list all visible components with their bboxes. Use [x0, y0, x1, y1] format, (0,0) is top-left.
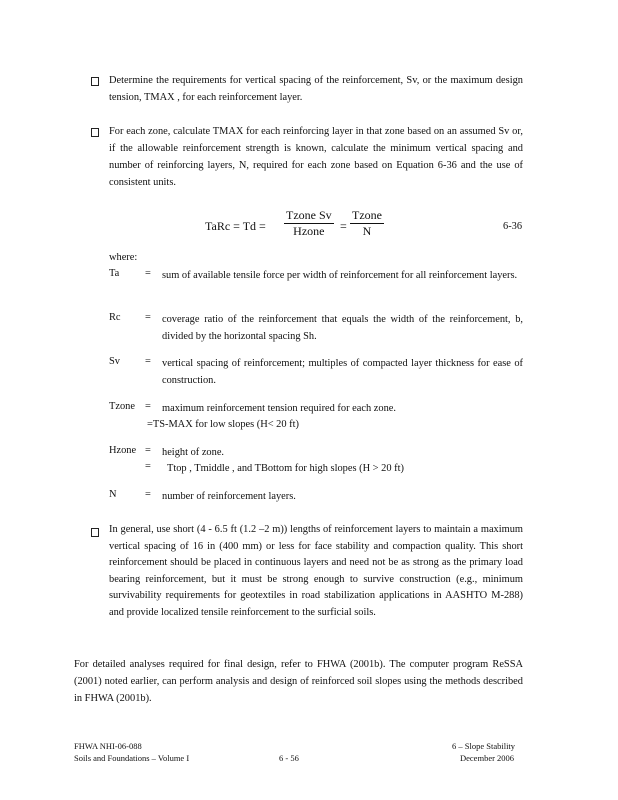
footer-page-number: 6 - 56: [279, 753, 299, 763]
def-text-sv: vertical spacing of reinforcement; multiples of compacted layer thickness for ease of construction.: [162, 358, 523, 386]
bullet-marker-1: [91, 77, 99, 86]
def-equals-hzone: =: [145, 445, 151, 456]
def-text-hzone-line2: Ttop , Tmiddle , and TBottom for high slopes (H > 20 ft): [167, 463, 404, 474]
def-text-ta: sum of available tensile force per width of reinforcement for all reinforcement layers.: [162, 270, 518, 281]
fraction-2-denominator: N: [362, 224, 372, 238]
equation-fraction-1: [284, 208, 334, 239]
footer-left-line1: FHWA NHI-06-088: [74, 741, 142, 751]
equation-fraction-2: [350, 208, 384, 239]
def-equals-tzone: =: [145, 401, 151, 412]
equation-equals-2: =: [340, 219, 347, 233]
def-equals-hzone-line2: =: [145, 461, 151, 472]
equation-number: 6-36: [503, 221, 523, 232]
def-equals-sv: =: [145, 356, 151, 367]
def-text-hzone: height of zone.: [162, 447, 225, 458]
def-symbol-rc: Rc: [109, 312, 121, 323]
fraction-1-numerator: Tzone Sv: [286, 208, 332, 222]
def-equals-n: =: [145, 489, 151, 500]
def-symbol-ta: Ta: [109, 268, 120, 279]
fraction-1-denominator: Hzone: [293, 224, 325, 238]
closing-paragraph: For detailed analyses required for final design, refer to FHWA (2001b). The computer program ReSSA (2001) noted earlier, can perform analysis and design of reinforced soil slopes using the methods described in FHWA (2001b).: [74, 659, 523, 704]
fraction-2-numerator: Tzone: [352, 208, 382, 222]
def-symbol-hzone: Hzone: [109, 445, 137, 456]
def-text-tzone-line2: =TS-MAX for low slopes (H< 20 ft): [147, 419, 299, 430]
def-equals-rc: =: [145, 312, 151, 323]
bullet-1-text: Determine the requirements for vertical spacing of the reinforcement, Sv, or the maximum design tension, TMAX , for each reinforcement layer.: [109, 75, 523, 103]
bullet-marker-3: [91, 528, 99, 537]
bullet-3-text: In general, use short (4 - 6.5 ft (1.2 –2 m)) lengths of reinforcement layers to maintain a maximum vertical spacing of 16 in (400 mm) or less for face stability and compaction quality. This short reinforcement should be placed in continuous layers and need not be as strong as the primary load bearing reinforcement, but it must be strong enough to survive construction (e.g., minimum survivability requirements for geotextiles in road stabilization applications in AASHTO M-288) and provide localized tensile reinforcement to the surficial soils.: [109, 524, 523, 618]
def-equals-ta: =: [145, 268, 151, 279]
def-text-n: number of reinforcement layers.: [162, 491, 296, 502]
where-label: where:: [109, 252, 138, 263]
def-symbol-sv: Sv: [109, 356, 120, 367]
footer-right-line1: 6 – Slope Stability: [452, 741, 516, 751]
def-symbol-n: N: [109, 489, 117, 500]
bullet-marker-2: [91, 128, 99, 137]
def-text-rc: coverage ratio of the reinforcement that equals the width of the reinforcement, b, divided by the horizontal spacing Sh.: [162, 314, 523, 342]
footer-left-line2: Soils and Foundations – Volume I: [74, 753, 190, 763]
bullet-2-text: For each zone, calculate TMAX for each reinforcing layer in that zone based on an assumed Sv or, if the allowable reinforcement strength is known, calculate the minimum vertical spacing and number of reinforcing layers, N, required for each zone based on Equation 6-36 and the use of consistent units.: [109, 126, 523, 188]
def-text-tzone: maximum reinforcement tension required for each zone.: [162, 403, 396, 414]
equation-lhs: TaRc = Td =: [205, 219, 266, 233]
footer-right-line2: December 2006: [460, 753, 515, 763]
def-symbol-tzone: Tzone: [109, 401, 135, 412]
